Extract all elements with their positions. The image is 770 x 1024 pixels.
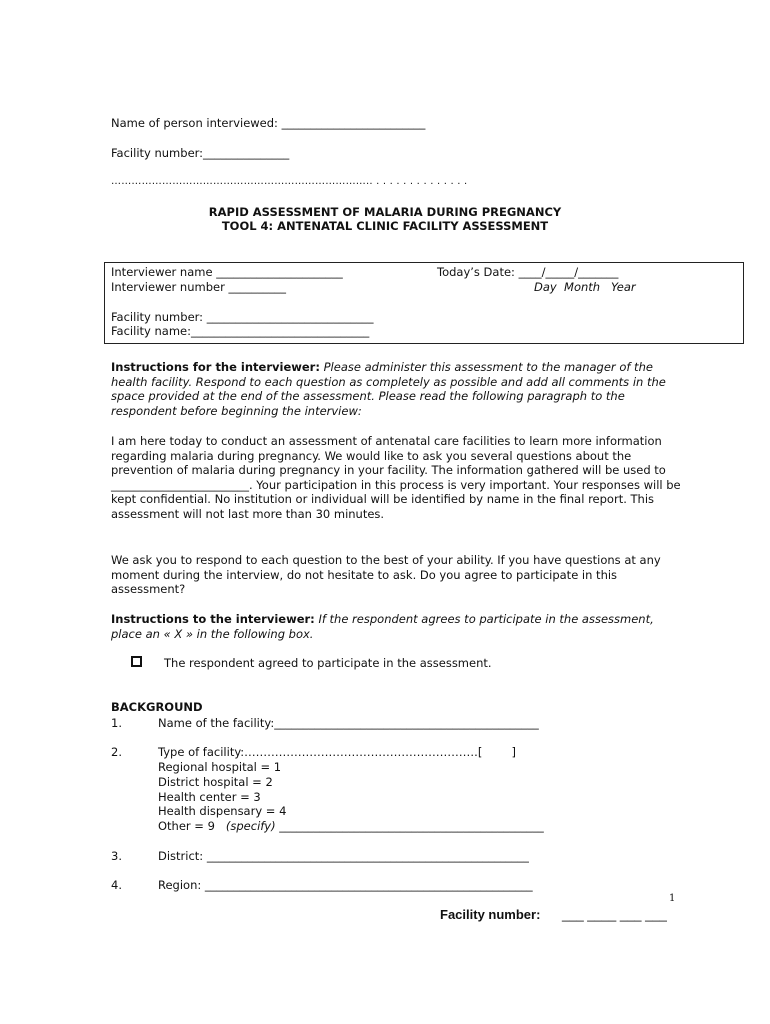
instructions-interviewer [111,360,681,418]
option-regional-hospital: Regional hospital = 1 [158,760,282,774]
q4-region-field[interactable]: Region: _________________________________________________________ [158,878,533,892]
dotted-separator: ………………………………………………………………….. . . . . . . . . . . . . . . [111,176,468,187]
option-other-label: Other = 9 [158,819,215,833]
page-number: 1 [669,893,676,904]
person-interviewed-field[interactable]: Name of person interviewed: _________________________ [111,116,426,130]
footer-facility-number-field[interactable]: ___ ____ ___ ___ [562,907,667,922]
q3-district-field[interactable]: District: ________________________________________________________ [158,849,529,863]
option-other[interactable] [158,819,544,833]
specify-label: (specify) [225,819,276,833]
footer-facility-label: Facility number: [440,907,541,922]
facility-name-field[interactable]: Facility name:_______________________________ [111,324,370,338]
intro-paragraph: I am here today to conduct an assessment of antenatal care facilities to learn more information regarding malaria during pregnancy. We would like to ask you several questions about the prevention of malaria during pregnancy in your facility. The information gathered will be used to ________________________. Your participation in this process is very important. Your responses will be kept confidential. No institution or individual will be identified by name in the final report. This assessment will not last more than 30 minutes. [111,434,681,521]
consent-label: The respondent agreed to participate in the assessment. [164,656,492,670]
q1-facility-name-field[interactable]: Name of the facility:______________________________________________ [158,716,539,730]
q2-number: 2. [111,745,122,759]
todays-date-field[interactable]: Today’s Date: ____/_____/_______ [437,265,619,279]
option-district-hospital: District hospital = 2 [158,775,273,789]
other-specify-line[interactable]: ______________________________________________ [279,819,544,833]
consent-request-paragraph: We ask you to respond to each question to the best of your ability. If you have questions at any moment during the interview, do not hesitate to ask. Do you agree to participate in this assessment? [111,553,661,597]
q4-number: 4. [111,878,122,892]
instructions-label: Instructions for the interviewer: [111,360,320,374]
interviewer-name-field[interactable]: Interviewer name ______________________ [111,265,343,279]
facility-number-field[interactable]: Facility number:_______________ [111,146,290,160]
instructions-consent [111,612,656,641]
option-health-dispensary: Health dispensary = 4 [158,804,287,818]
date-format-labels: Day Month Year [534,280,636,294]
box-facility-number-field[interactable]: Facility number: _____________________________ [111,310,374,324]
interviewer-number-field[interactable]: Interviewer number __________ [111,280,286,294]
instructions-consent-text: If the respondent agrees to participate in the assessment, place an « X » in the following box. [111,612,654,641]
document-title: RAPID ASSESSMENT OF MALARIA DURING PREGNANCY [208,205,562,219]
q3-number: 3. [111,849,122,863]
consent-checkbox[interactable] [131,656,142,667]
background-heading: BACKGROUND [111,700,203,714]
instructions-text: Please administer this assessment to the manager of the health facility. Respond to each question as completely as possible and add all comments in the space provided at the end of the assessment. Please read the following paragraph to the respondent before beginning the interview: [111,360,666,418]
q1-number: 1. [111,716,122,730]
instructions-consent-label: Instructions to the interviewer: [111,612,315,626]
document-subtitle: TOOL 4: ANTENATAL CLINIC FACILITY ASSESSMENT [221,219,549,233]
option-health-center: Health center = 3 [158,790,261,804]
q2-facility-type-field[interactable]: Type of facility:…………………………………………………….[ ] [158,745,517,759]
